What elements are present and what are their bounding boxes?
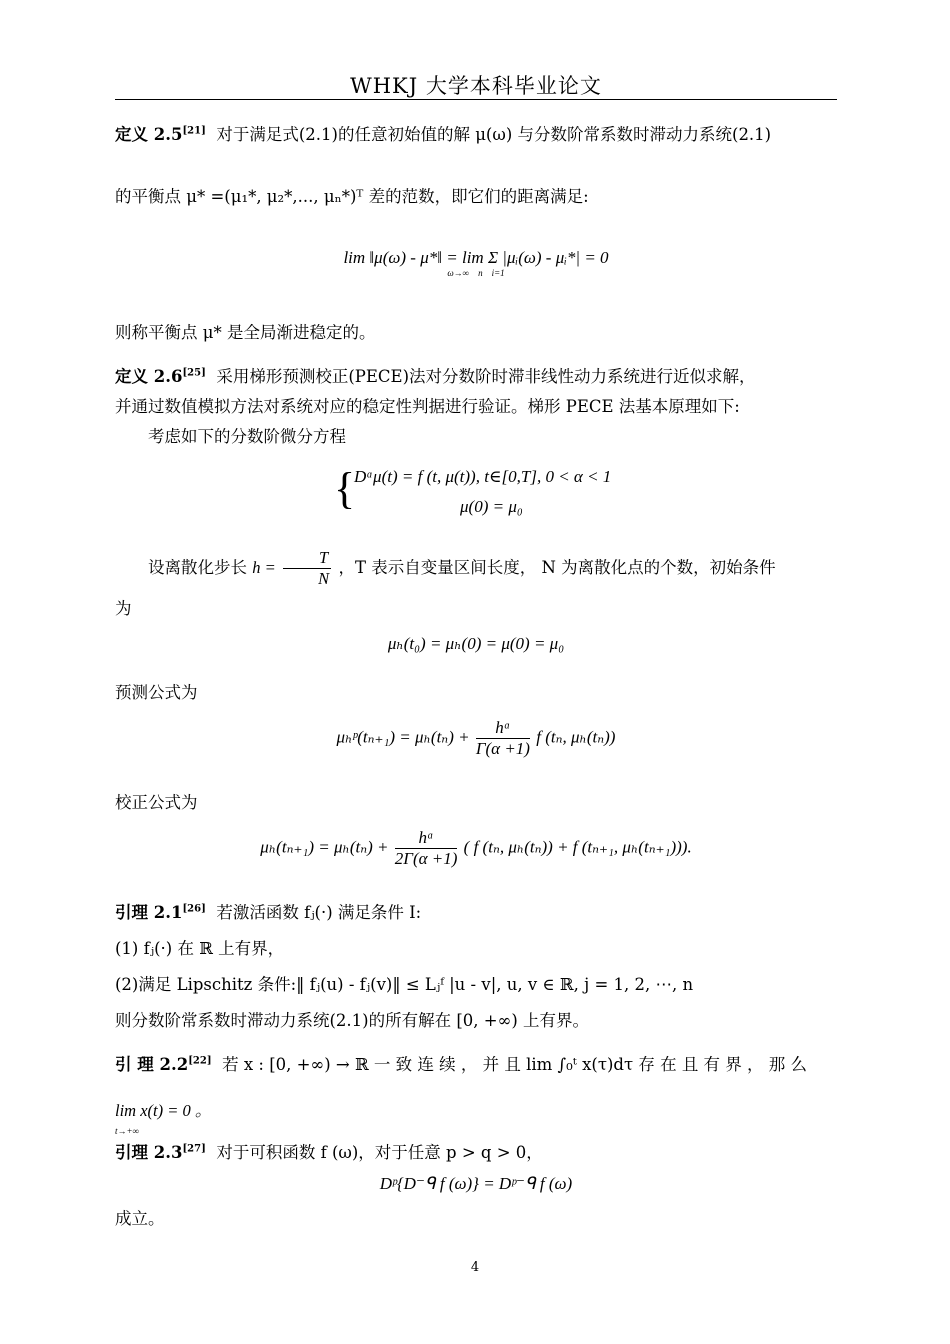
lemma-2-1-item1: (1) fⱼ(·) 在 ℝ 上有界，: [115, 939, 285, 958]
citation: [21]: [182, 125, 206, 137]
definition-2-6-line2: 并通过数值模拟方法对系统对应的稳定性判据进行验证。梯形 PECE 法基本原理如下:: [115, 397, 740, 416]
lemma-2-2-line1: [115, 1050, 837, 1080]
lemma-2-1-line2: 则分数阶常系数时滞动力系统(2.1)的所有解在 [0, +∞) 上有界。: [115, 1011, 590, 1030]
equation-text: lim ‖μ(ω) - μ*‖ = lim Σ |μᵢ(ω) - μᵢ*| = 0: [343, 248, 609, 267]
definition-2-6-line3: 考虑如下的分数阶微分方程: [148, 427, 346, 446]
predictor-fraction: [476, 718, 530, 759]
definition-label: 定义 2.6: [115, 367, 183, 386]
step-text-rest: ，T 表示自变量区间长度， N 为离散化点的个数，初始条件: [338, 558, 776, 577]
limit-subscript: ω→∞: [447, 268, 470, 278]
definition-2-5-line1: [115, 120, 837, 150]
lemma-2-1-line1: [115, 898, 837, 928]
page-number: 4: [470, 1260, 480, 1275]
definition-2-6-line1: [115, 362, 837, 392]
definition-label: 定义 2.5: [115, 125, 183, 144]
ode-line2: μ(0) = μ₀: [460, 497, 523, 516]
limit-equation: lim x(t) = 0 。: [115, 1101, 212, 1120]
lemma-2-1-item2: (2)满足 Lipschitz 条件:‖ fⱼ(u) - fⱼ(v)‖ ≤ Lⱼᶠ |u - v|, u, v ∈ ℝ, j = 1, 2, ⋯, n: [115, 975, 694, 994]
fraction-numerator: hᵅ: [395, 828, 458, 849]
citation: [22]: [188, 1055, 212, 1067]
initial-condition-equation: μₕ(t₀) = μₕ(0) = μ(0) = μ₀: [387, 634, 565, 653]
definition-2-5-line2: 的平衡点 μ* =(μ₁*, μ₂*,..., μₙ*)ᵀ 差的范数，即它们的距离满足:: [115, 187, 589, 206]
lemma-2-3-line2: 成立。: [115, 1209, 165, 1228]
ode-system: [334, 462, 612, 522]
lemma-text: 对于可积函数 f (ω)，对于任意 p > q > 0，: [216, 1143, 543, 1162]
predictor-label: 预测公式为: [115, 683, 198, 702]
corrector-equation: [115, 828, 837, 869]
sum-lower: i=1: [491, 268, 505, 278]
lemma-text: 若 x : [0, +∞) → ℝ 一 致 连 续 ， 并 且 lim ∫₀ᵗ x(τ)dτ 存 在 且 有 界 ， 那 么: [222, 1055, 808, 1074]
lemma-text: 若激活函数 fⱼ(·) 满足条件 I:: [216, 903, 422, 922]
lemma-label: 引理 2.1: [115, 903, 183, 922]
definition-2-5-equation: [115, 248, 837, 278]
header-rule: [115, 99, 837, 100]
corrector-lhs: μₕ(tₙ₊₁) = μₕ(tₙ) +: [260, 837, 389, 857]
lemma-2-2-line2: [115, 1096, 837, 1136]
sum-upper: n: [478, 268, 483, 278]
citation: [26]: [182, 903, 206, 915]
predictor-lhs: μₕᵖ(tₙ₊₁) = μₕ(tₙ) +: [336, 727, 470, 747]
fraction-numerator: T: [283, 548, 331, 569]
citation: [27]: [182, 1143, 206, 1155]
fraction-denominator: Γ(α +1): [475, 739, 530, 758]
definition-text: 对于满足式(2.1)的任意初始值的解 μ(ω) 与分数阶常系数时滞动力系统(2.1): [216, 125, 772, 144]
fraction-numerator: hᵅ: [476, 718, 530, 739]
corrector-fraction: [395, 828, 458, 869]
predictor-rhs: f (tₙ, μₕ(tₙ)): [536, 727, 616, 747]
definition-text: 采用梯形预测校正(PECE)法对分数阶时滞非线性动力系统进行近似求解，: [216, 367, 756, 386]
definition-2-5-line3: 则称平衡点 μ* 是全局渐进稳定的。: [115, 323, 376, 342]
citation: [25]: [182, 367, 206, 379]
step-fraction: [283, 548, 331, 589]
step-size-line-cont: 为: [115, 599, 132, 618]
corrector-rhs: ( f (tₙ, μₕ(tₙ)) + f (tₙ₊₁, μₕ(tₙ₊₁))).: [463, 837, 692, 857]
step-text: 设离散化步长: [148, 558, 247, 577]
lemma-label: 引 理 2.2: [115, 1055, 189, 1074]
thesis-header: WHKJ 大学本科毕业论文: [350, 74, 602, 98]
lemma-2-3-equation: Dᵖ{D⁻ᑫ f (ω)} = Dᵖ⁻ᑫ f (ω): [379, 1174, 573, 1193]
lemma-2-3-line1: [115, 1138, 837, 1168]
step-var: h =: [252, 558, 276, 577]
step-size-line: [115, 548, 837, 589]
fraction-denominator: 2Γ(α +1): [394, 849, 458, 868]
fraction-denominator: N: [318, 569, 330, 588]
corrector-label: 校正公式为: [115, 793, 198, 812]
lemma-label: 引理 2.3: [115, 1143, 183, 1162]
limit-subscript: t→+∞: [115, 1126, 139, 1136]
brace-icon: {: [334, 464, 356, 513]
predictor-equation: [115, 718, 837, 759]
ode-line1: Dᵅμ(t) = f (t, μ(t)), t∈[0,T], 0 < α < 1: [354, 467, 612, 486]
